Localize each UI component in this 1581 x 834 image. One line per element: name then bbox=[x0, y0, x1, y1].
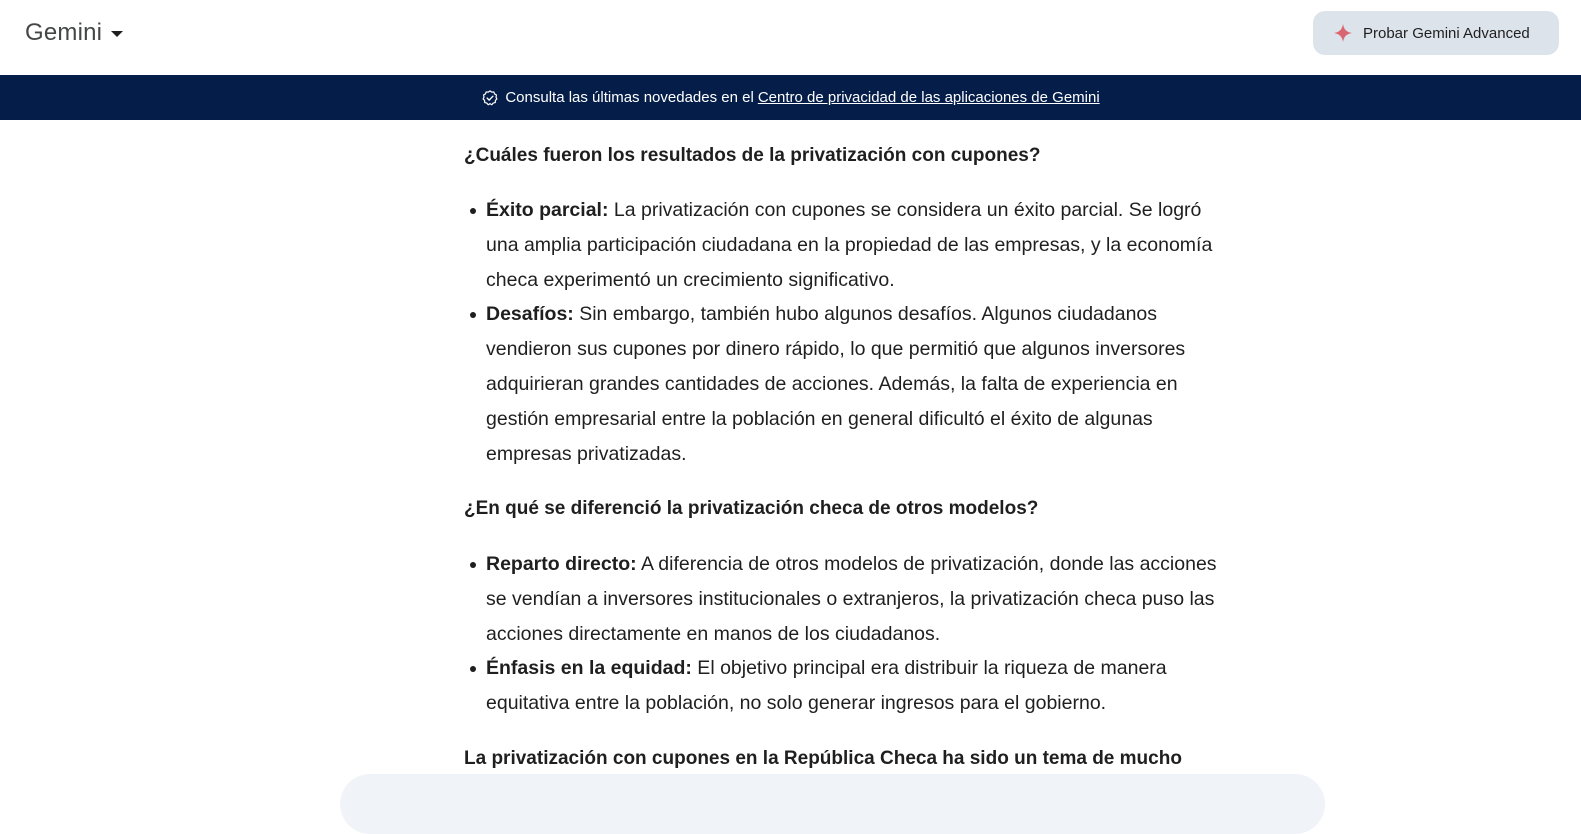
heading-results: ¿Cuáles fueron los resultados de la privatización con cupones? bbox=[464, 145, 1041, 166]
list-item-text: A diferencia de otros modelos de privatización, donde las acciones se vendían a inversores institucionales o extranjeros, la privatización checa puso las acciones directamente en manos de los ciudadanos. bbox=[486, 553, 1217, 645]
list-item-text: El objetivo principal era distribuir la riqueza de manera equitativa entre la población, no solo generar ingresos para el gobierno. bbox=[486, 657, 1167, 715]
brand-name: Gemini bbox=[25, 19, 103, 46]
try-advanced-label: Probar Gemini Advanced bbox=[1363, 24, 1530, 42]
list-item-term: Reparto directo: bbox=[486, 553, 637, 575]
try-advanced-button[interactable] bbox=[1313, 11, 1559, 55]
closing-paragraph: La privatización con cupones en la República Checa ha sido un tema de mucho bbox=[464, 748, 1182, 769]
list-item bbox=[464, 651, 1224, 721]
privacy-center-link[interactable]: Centro de privacidad de las aplicaciones de Gemini bbox=[757, 89, 1100, 106]
model-switcher[interactable] bbox=[25, 17, 123, 49]
list-item-text: Sin embargo, también hubo algunos desafíos. Algunos ciudadanos vendieron sus cupones por dinero rápido, lo que permitió que algunos inversores adquirieran grandes cantidades de acciones. Además, la falta de experiencia en gestión empresarial entre la población en general dificultó el éxito de algunas empresas privatizadas. bbox=[486, 303, 1186, 465]
list-item-term: Éxito parcial: bbox=[486, 199, 609, 221]
privacy-banner bbox=[0, 75, 1581, 120]
verified-check-icon bbox=[481, 89, 499, 107]
banner-text: Consulta las últimas novedades en el bbox=[505, 89, 754, 106]
heading-difference: ¿En qué se diferenció la privatización checa de otros modelos? bbox=[464, 498, 1039, 519]
differences-list bbox=[464, 547, 1224, 721]
caret-down-icon bbox=[111, 31, 123, 37]
list-item bbox=[464, 193, 1224, 297]
prompt-composer[interactable] bbox=[340, 774, 1325, 834]
sparkle-icon bbox=[1333, 23, 1353, 43]
list-item bbox=[464, 547, 1224, 651]
top-bar bbox=[0, 0, 1581, 75]
list-item-term: Énfasis en la equidad: bbox=[486, 657, 692, 680]
results-list bbox=[464, 193, 1224, 471]
list-item bbox=[464, 297, 1224, 471]
list-item-text: La privatización con cupones se considera un éxito parcial. Se logró una amplia participación ciudadana en la propiedad de las empresas, y la economía checa experimentó un crecimiento significativo. bbox=[486, 199, 1213, 291]
list-item-term: Desafíos: bbox=[486, 303, 574, 326]
